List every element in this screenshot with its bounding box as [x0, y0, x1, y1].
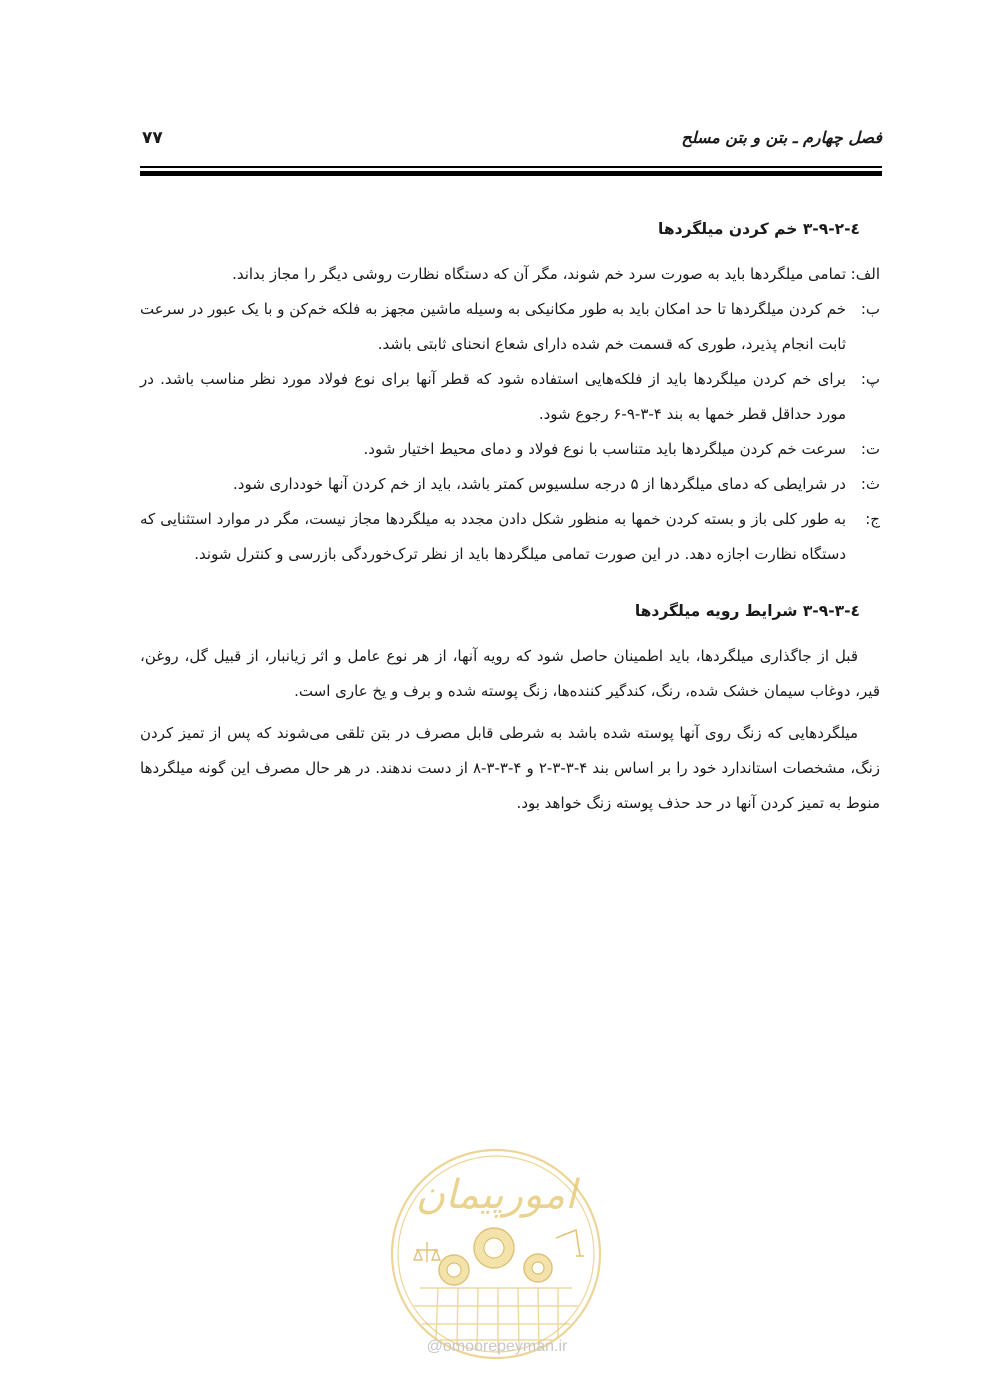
section-heading-surface: ٤-۳-۹-۳ شرایط رویه میلگردها — [634, 602, 860, 620]
list-marker: ج: — [865, 510, 880, 528]
section-heading-bending: ٤-۳-۹-۲ خم کردن میلگردها — [658, 220, 860, 238]
watermark-logo-text: امورپیمان — [415, 1172, 577, 1218]
list-item-text: سرعت خم کردن میلگردها باید متناسب با نوع فولاد و دمای محیط اختیار شود. — [363, 440, 846, 458]
list-item-be — [140, 292, 880, 362]
list-item-text: در شرایطی که دمای میلگردها از ۵ درجه سلسیوس کمتر باشد، باید از خم کردن آنها خودداری شود. — [233, 475, 846, 493]
paragraph: میلگردهایی که زنگ روی آنها پوسته شده باشد به شرطی قابل مصرف در بتن تلقی می‌شوند که پس از تمیز کردن زنگ، مشخصات استاندارد خود را بر اساس بند ۴-۳-۳-۲ و ۴-۳-۳-۸ از دست ندهند. در هر حال مصرف این گونه میلگردها منوط به تمیز کردن آنها در حد حذف پوسته زنگ خواهد بود. — [140, 724, 881, 812]
paragraph: قبل از جاگذاری میلگردها، باید اطمینان حاصل شود که رویه آنها، از هر نوع عامل و اثر زیانبار، از قبیل گل، روغن، قیر، دوغاب سیمان خشک شده، رنگ، کندگیر کننده‌ها، زنگ پوسته شده و برف و یخ عاری است. — [140, 647, 880, 700]
list-item-text: تمامی میلگردها باید به صورت سرد خم شوند، مگر آن که دستگاه نظارت روشی دیگر را مجاز بداند. — [232, 265, 846, 283]
list-item-text: برای خم کردن میلگردها باید از فلکه‌هایی استفاده شود که قطر آنها برای نوع فولاد مورد نظر مناسب باشد. در مورد حداقل قطر خمها به بند ۴-۳-۹-۶ رجوع شود. — [140, 370, 846, 423]
list-marker: ت: — [860, 440, 880, 458]
header-rule-thick — [140, 171, 882, 176]
watermark-caption: @omoorepeyman.ir — [426, 1338, 568, 1355]
list-item-te — [140, 432, 880, 467]
page-header — [140, 128, 882, 158]
list-item-jim — [140, 502, 880, 572]
list-marker: الف: — [850, 265, 880, 283]
watermark-logo — [380, 1138, 612, 1370]
page-content — [140, 212, 880, 828]
page-number: ۷۷ — [142, 128, 163, 148]
running-title: فصل چهارم ـ بتن و بتن مسلح — [681, 128, 882, 147]
list-item-text: به طور کلی باز و بسته کردن خمها به منظور شکل دادن مجدد به میلگردها مجاز نیست، مگر در موارد استثنایی که دستگاه نظارت اجازه دهد. در این صورت تمامی میلگردها باید از نظر ترک‌خوردگی بازرسی و کنترل شوند. — [140, 510, 846, 563]
list-marker: پ: — [860, 370, 880, 388]
list-item-alef — [140, 257, 880, 292]
list-item-se — [140, 467, 880, 502]
list-item-text: خم کردن میلگردها تا حد امکان باید به طور مکانیکی به وسیله ماشین مجهز به فلکه خم‌کن و با یک عبور در سرعت ثابت انجام پذیرد، طوری که قسمت خم شده دارای شعاع انحنای ثابتی باشد. — [140, 300, 846, 353]
list-marker: ث: — [860, 475, 880, 493]
list-marker: ب: — [860, 300, 880, 318]
header-rule-thin — [140, 166, 882, 168]
list-item-pe — [140, 362, 880, 432]
